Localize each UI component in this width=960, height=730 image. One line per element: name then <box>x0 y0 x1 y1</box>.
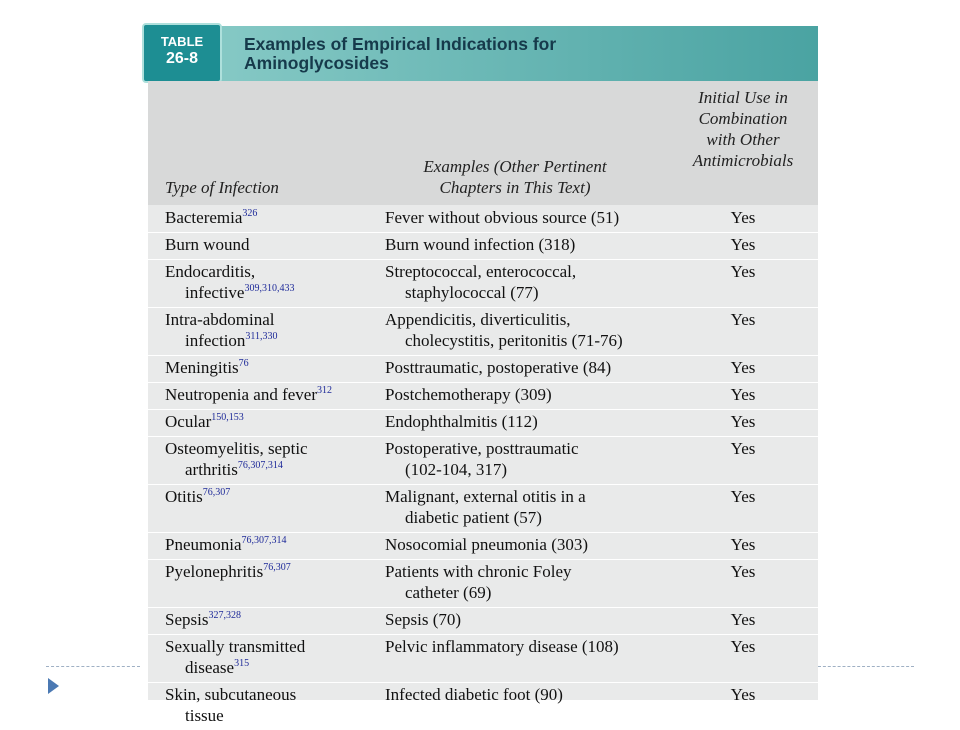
column-header-examples: Examples (Other Pertinent Chapters in This Text) <box>423 157 607 197</box>
table-row <box>148 307 818 355</box>
cell-infection-type: Bacteremia$^{326}$ <box>165 208 258 227</box>
column-header-type: Type of Infection <box>165 178 279 197</box>
reference-superscript: 76,307 <box>202 487 231 498</box>
cell-examples: Postoperative, posttraumatic (102-104, 317) <box>385 439 579 479</box>
cell-initial-use: Yes <box>730 562 756 581</box>
cell-initial-use: Yes <box>730 412 756 431</box>
table-row <box>148 436 818 484</box>
cell-examples: Streptococcal, enterococcal, staphylococcal (77) <box>385 262 577 302</box>
cell-infection-type: Intra-abdominal infection$^{311,330}$ <box>165 310 278 350</box>
reference-superscript: 327,328 <box>208 610 241 621</box>
cell-infection-type: Endocarditis, infective$^{309,310,433}$ <box>165 262 295 302</box>
column-header-initial-use: Initial Use in Combination with Other Antimicrobials <box>692 88 794 170</box>
slide-divider-left <box>46 666 140 667</box>
cell-examples: Posttraumatic, postoperative (84) <box>385 358 612 377</box>
table-row <box>148 634 818 682</box>
cell-initial-use: Yes <box>730 358 756 377</box>
table-row <box>148 232 818 259</box>
table-row <box>148 382 818 409</box>
slide-divider-right <box>818 666 914 667</box>
reference-superscript: 76 <box>238 358 249 369</box>
cell-initial-use: Yes <box>730 637 756 656</box>
cell-infection-type: Osteomyelitis, septic arthritis$^{76,307,314}$ <box>165 439 308 479</box>
reference-superscript: 309,310,433 <box>244 283 295 294</box>
reference-superscript: 326 <box>242 208 258 219</box>
cell-initial-use: Yes <box>730 685 756 704</box>
cell-infection-type: Sexually transmitted disease$^{315}$ <box>165 637 306 677</box>
reference-superscript: 76,307,314 <box>241 535 287 546</box>
cell-initial-use: Yes <box>730 310 756 329</box>
table-label: TABLE <box>160 34 204 49</box>
table-row <box>148 484 818 532</box>
table-title-band <box>148 26 818 81</box>
reference-superscript: 150,153 <box>211 412 244 423</box>
table-row <box>148 559 818 607</box>
cell-infection-type: Burn wound <box>165 235 250 254</box>
reference-superscript: 76,307 <box>263 562 291 573</box>
table-row <box>148 205 818 232</box>
reference-superscript: 76,307,314 <box>237 460 283 471</box>
cell-initial-use: Yes <box>730 262 756 281</box>
cell-infection-type: Sepsis$^{327,328}$ <box>165 610 241 629</box>
cell-initial-use: Yes <box>730 208 756 227</box>
slide-bullet-triangle-icon <box>48 678 59 694</box>
cell-examples: Postchemotherapy (309) <box>385 385 552 404</box>
table-row <box>148 409 818 436</box>
cell-infection-type: Neutropenia and fever$^{312}$ <box>165 385 332 404</box>
cell-initial-use: Yes <box>730 610 756 629</box>
cell-initial-use: Yes <box>730 535 756 554</box>
reference-superscript: 315 <box>234 658 250 669</box>
cell-infection-type: Meningitis$^{76}$ <box>165 358 249 377</box>
cell-examples: Infected diabetic foot (90) <box>385 685 563 704</box>
cell-examples: Sepsis (70) <box>385 610 462 629</box>
cell-initial-use: Yes <box>730 385 756 404</box>
cell-examples: Appendicitis, diverticulitis, cholecystitis, peritonitis (71-76) <box>385 310 623 350</box>
cell-infection-type: Skin, subcutaneous tissue <box>165 685 297 725</box>
cell-infection-type: Pyelonephritis$^{76,307}$ <box>165 562 291 581</box>
reference-superscript: 312 <box>316 385 332 396</box>
table-row <box>148 532 818 559</box>
cell-examples: Fever without obvious source (51) <box>385 208 620 227</box>
table-header-row <box>148 81 818 205</box>
cell-examples: Nosocomial pneumonia (303) <box>385 535 589 554</box>
cell-examples: Patients with chronic Foley catheter (69) <box>385 562 572 602</box>
cell-examples: Malignant, external otitis in a diabetic patient (57) <box>385 487 586 527</box>
cell-infection-type: Pneumonia$^{76,307,314}$ <box>165 535 287 554</box>
table-row <box>148 607 818 634</box>
table-number-tab <box>142 23 222 83</box>
cell-initial-use: Yes <box>730 487 756 506</box>
reference-superscript: 311,330 <box>245 331 278 342</box>
table-title: Examples of Empirical Indications for Aminoglycosides <box>244 34 557 73</box>
cell-examples: Burn wound infection (318) <box>385 235 576 254</box>
cell-infection-type: Ocular$^{150,153}$ <box>165 412 244 431</box>
cell-initial-use: Yes <box>730 439 756 458</box>
cell-examples: Endophthalmitis (112) <box>385 412 538 431</box>
table-row <box>148 355 818 382</box>
table-row <box>148 259 818 307</box>
table-number: 26-8 <box>165 50 199 67</box>
cell-initial-use: Yes <box>730 235 756 254</box>
table-figure <box>148 26 818 725</box>
cell-examples: Pelvic inflammatory disease (108) <box>385 637 619 656</box>
table-row <box>148 682 818 730</box>
cell-infection-type: Otitis$^{76,307}$ <box>165 487 231 506</box>
